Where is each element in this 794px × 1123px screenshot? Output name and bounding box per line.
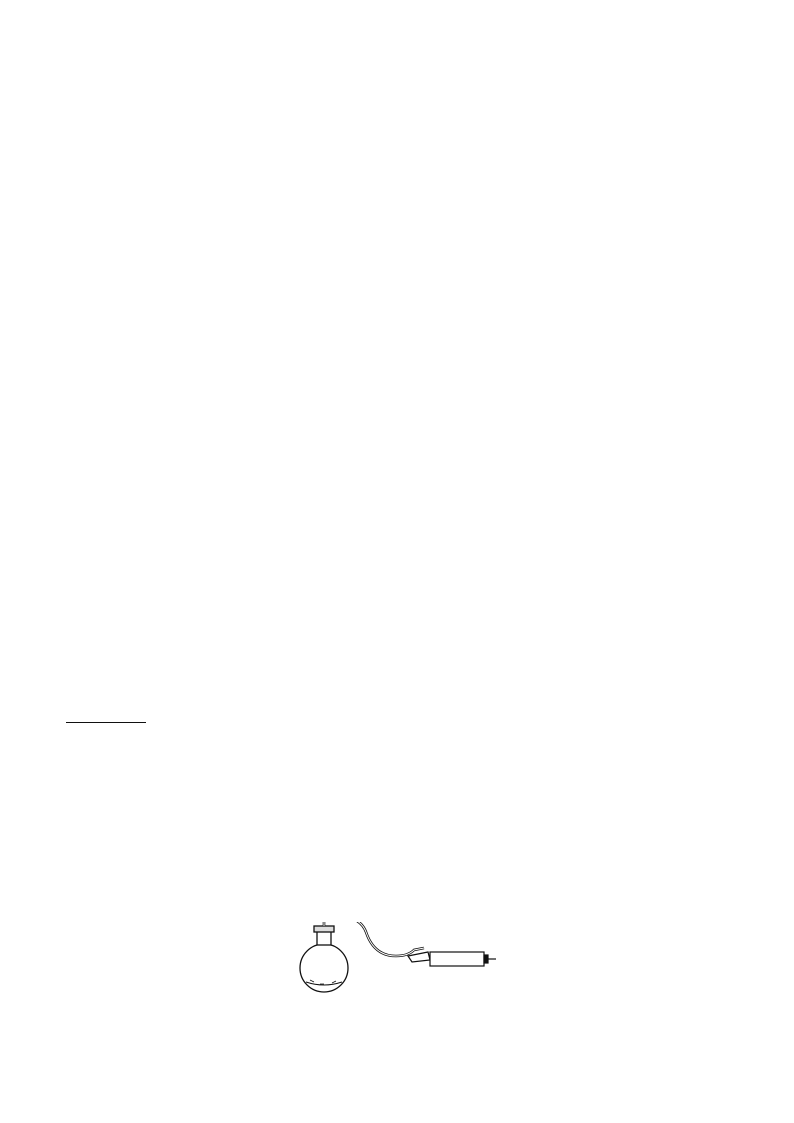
flask-icon: [300, 926, 348, 992]
tube-icon: [324, 922, 424, 956]
flask-pump-figure: [296, 922, 506, 1000]
pump-icon: [408, 952, 496, 966]
section-title-underline: [66, 722, 146, 723]
